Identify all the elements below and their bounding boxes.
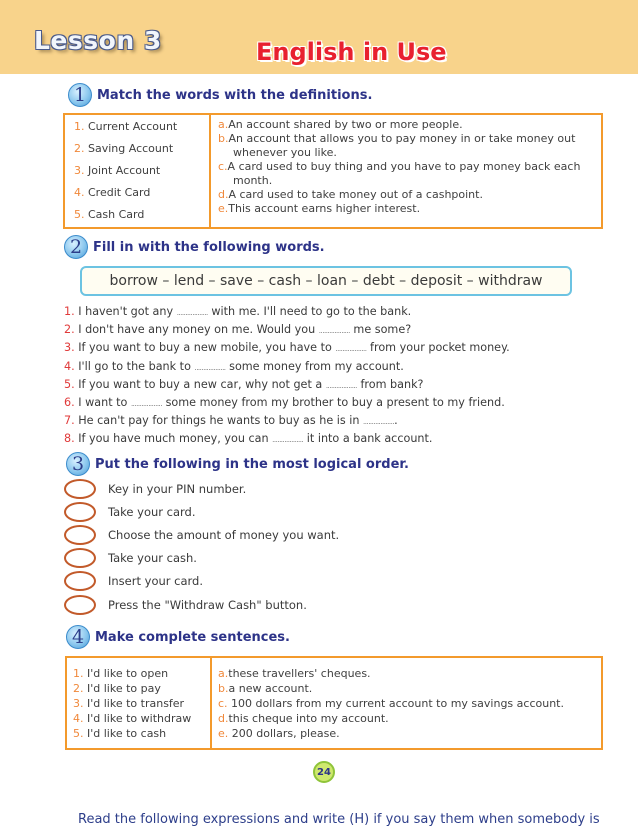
sentence: 6. I want to .................. some money from my brother to buy a present to my friend. bbox=[64, 395, 505, 409]
order-answer-oval[interactable] bbox=[64, 479, 96, 499]
page-number-badge: 24 bbox=[313, 761, 335, 783]
section-title: Put the following in the most logical order. bbox=[95, 456, 409, 472]
word-item: 2. Saving Account bbox=[74, 142, 174, 155]
sentence: 5. If you want to buy a new car, why not get a .................. from bank? bbox=[64, 377, 424, 391]
ordering-list bbox=[64, 477, 339, 616]
order-item: Press the "Withdraw Cash" button. bbox=[64, 593, 339, 616]
section-number-badge: 1 bbox=[68, 83, 92, 107]
sentence: 4. I'll go to the bank to .................. some money from my account. bbox=[64, 359, 404, 373]
blank[interactable]: .................. bbox=[194, 363, 226, 372]
order-answer-oval[interactable] bbox=[64, 595, 96, 615]
section-number-badge: 4 bbox=[66, 625, 90, 649]
page-title: English in Use bbox=[256, 38, 447, 66]
blank[interactable]: .................. bbox=[363, 418, 395, 427]
blank[interactable]: .................. bbox=[176, 309, 208, 317]
start-item: 3. I'd like to transfer bbox=[73, 697, 185, 710]
lesson-header-banner bbox=[0, 0, 638, 74]
definition-item: b.An account that allows you to pay money in or take money out whenever you like. bbox=[218, 132, 576, 159]
blank[interactable]: .................. bbox=[130, 399, 163, 408]
sentence-match-table bbox=[65, 656, 603, 750]
section-3-heading bbox=[66, 452, 409, 476]
start-item: 1. I'd like to open bbox=[73, 667, 169, 680]
start-item: 2. I'd like to pay bbox=[73, 682, 161, 695]
definitions-column bbox=[211, 115, 580, 227]
sentence: 3. If you want to buy a new mobile, you have to .................. from your pocket money. bbox=[64, 341, 510, 355]
order-answer-oval[interactable] bbox=[64, 525, 96, 545]
fill-in-sentences bbox=[64, 303, 510, 449]
order-answer-oval[interactable] bbox=[64, 548, 96, 568]
blank[interactable]: .................. bbox=[335, 345, 367, 354]
order-item: Insert your card. bbox=[64, 570, 339, 593]
word-item: 5. Cash Card bbox=[74, 208, 145, 221]
order-answer-oval[interactable] bbox=[64, 571, 96, 591]
word-item: 1. Current Account bbox=[74, 120, 178, 133]
section-1-heading bbox=[68, 83, 372, 107]
section-number-badge: 2 bbox=[64, 235, 88, 259]
sentence: 8. If you have much money, you can .................. it into a bank account. bbox=[64, 432, 433, 446]
ending-item: b.a new account. bbox=[218, 682, 313, 695]
order-item: Take your cash. bbox=[64, 547, 339, 570]
sentence: 7. He can't pay for things he wants to buy as he is in ................... bbox=[64, 414, 398, 428]
sentence: 2. I don't have any money on me. Would you .................. me some? bbox=[64, 323, 412, 337]
order-item: Key in your PIN number. bbox=[64, 477, 339, 500]
blank[interactable]: .................. bbox=[272, 436, 304, 445]
ending-item: c. 100 dollars from my current account to my savings account. bbox=[218, 697, 564, 710]
words-column bbox=[65, 115, 211, 227]
lesson-label: Lesson 3 bbox=[34, 26, 162, 55]
word-bank: borrow – lend – save – cash – loan – debt – deposit – withdraw bbox=[80, 266, 572, 296]
blank[interactable]: .................. bbox=[318, 327, 350, 336]
match-table bbox=[63, 113, 603, 229]
word-item: 4. Credit Card bbox=[74, 186, 151, 199]
order-item: Take your card. bbox=[64, 500, 339, 523]
definition-item: d.A card used to take money out of a cashpoint. bbox=[218, 188, 483, 201]
order-item: Choose the amount of money you want. bbox=[64, 523, 339, 546]
ending-item: e. 200 dollars, please. bbox=[218, 727, 340, 740]
definition-item: e.This account earns higher interest. bbox=[218, 202, 421, 215]
start-item: 5. I'd like to cash bbox=[73, 727, 167, 740]
ending-item: a.these travellers' cheques. bbox=[218, 667, 371, 680]
sentence: 1. I haven't got any .................. with me. I'll need to go to the bank. bbox=[64, 305, 412, 318]
section-title: Match the words with the definitions. bbox=[97, 87, 373, 103]
next-exercise-instruction: Read the following expressions and write (H) if you say them when somebody is bbox=[78, 812, 600, 827]
starts-column bbox=[67, 658, 212, 748]
order-answer-oval[interactable] bbox=[64, 502, 96, 522]
section-title: Make complete sentences. bbox=[95, 629, 290, 645]
blank[interactable]: .................. bbox=[325, 381, 357, 390]
definition-item: c.A card used to buy thing and you have to pay money back each month. bbox=[218, 160, 581, 187]
word-item: 3. Joint Account bbox=[74, 164, 161, 177]
endings-column bbox=[212, 658, 564, 748]
definition-item: a.An account shared by two or more people. bbox=[218, 118, 463, 131]
section-4-heading bbox=[66, 625, 290, 649]
section-number-badge: 3 bbox=[66, 452, 90, 476]
ending-item: d.this cheque into my account. bbox=[218, 712, 389, 725]
section-2-heading bbox=[64, 235, 325, 259]
start-item: 4. I'd like to withdraw bbox=[73, 712, 192, 725]
section-title: Fill in with the following words. bbox=[93, 239, 325, 255]
